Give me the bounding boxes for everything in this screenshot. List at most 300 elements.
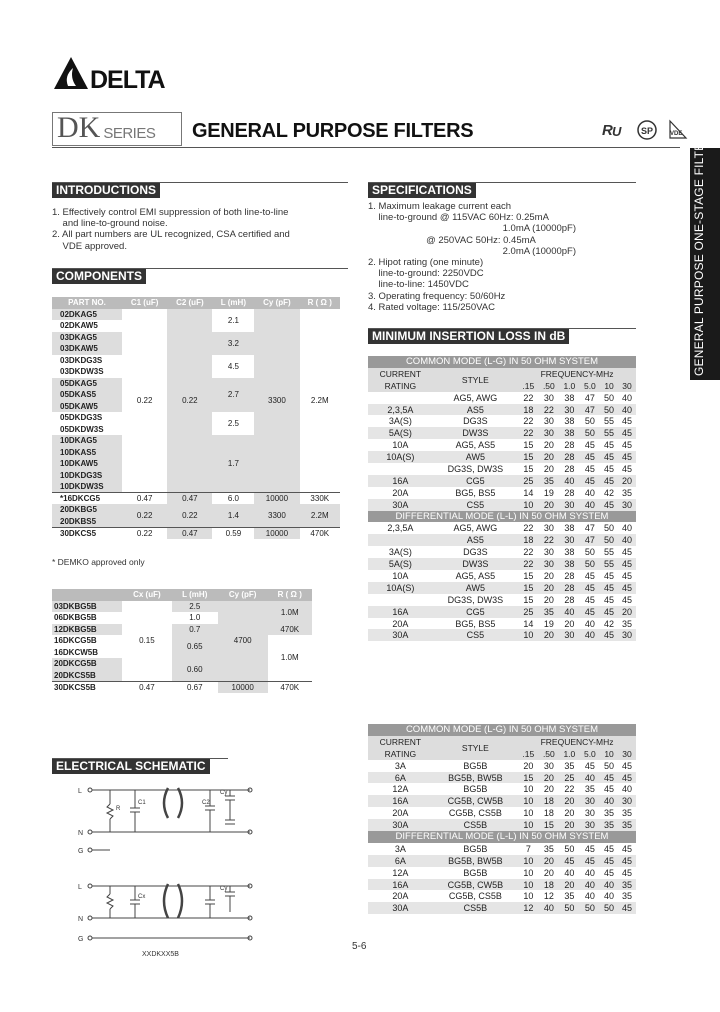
cy-value: 10000 xyxy=(254,493,299,505)
loss-value: 12 xyxy=(543,891,554,902)
current-rating: 30A xyxy=(368,499,433,511)
style: CG5B, CS5B xyxy=(448,891,502,902)
loss-value: 25 xyxy=(518,606,539,618)
loss-value: 45 xyxy=(559,855,580,867)
loss-value: 28 xyxy=(559,451,580,463)
col-l: L (mH) xyxy=(172,589,218,601)
loss-value: 28 xyxy=(564,487,575,498)
col-style: STYLE xyxy=(433,368,518,392)
loss-value: 22 xyxy=(523,416,534,427)
part-no: 05DKDW3S xyxy=(60,424,104,434)
freq-header: 1.0 xyxy=(559,748,580,760)
loss-value: 10 xyxy=(523,867,534,878)
loss-value: 28 xyxy=(564,463,575,474)
l-value: 4.5 xyxy=(212,355,254,378)
data-row xyxy=(368,606,636,618)
current-rating: 16A xyxy=(368,475,433,487)
loss-value: 20 xyxy=(543,440,554,451)
part-no: 10DKAG5 xyxy=(60,436,97,446)
loss-value: 30 xyxy=(543,547,554,558)
style: AS5 xyxy=(433,404,518,416)
insertion-loss-header: MINIMUM INSERTION LOSS IN dB xyxy=(368,329,569,344)
loss-value: 50 xyxy=(604,760,615,771)
loss-value: 45 xyxy=(604,843,615,854)
loss-value: 50 xyxy=(564,843,575,854)
loss-value: 50 xyxy=(584,547,595,558)
loss-value: 42 xyxy=(604,487,615,498)
delta-triangle-icon xyxy=(52,54,90,92)
current-rating: 5A(S) xyxy=(368,558,433,570)
data-row xyxy=(368,795,636,807)
part-no: 30DKCS5B xyxy=(54,682,96,692)
col-rating: RATING xyxy=(368,380,433,392)
freq-header: .50 xyxy=(539,380,560,392)
loss-value: 45 xyxy=(621,570,632,581)
data-row xyxy=(368,558,636,570)
loss-value: 10 xyxy=(518,855,539,867)
l-value: 6.0 xyxy=(227,494,239,503)
data-row xyxy=(368,499,636,511)
svg-text:R: R xyxy=(602,122,613,139)
style: CG5B, CS5B xyxy=(448,808,502,819)
components-header: COMPONENTS xyxy=(52,269,146,284)
label-g: G xyxy=(78,936,84,943)
col-current: CURRENT xyxy=(368,368,433,380)
loss-value: 10 xyxy=(518,819,539,831)
page-title: GENERAL PURPOSE FILTERS xyxy=(192,120,474,142)
l-value: 0.7 xyxy=(189,624,201,634)
data-row xyxy=(368,451,636,463)
spec-line: 1.0mA (10000pF) xyxy=(368,223,577,235)
part-no: 05DKDG3S xyxy=(60,413,103,423)
loss-value: 45 xyxy=(604,440,615,451)
loss-value: 45 xyxy=(618,772,636,784)
loss-value: 28 xyxy=(564,440,575,451)
style: AS5 xyxy=(433,534,518,546)
part-no: 05DKAS5 xyxy=(60,390,97,400)
loss-value: 45 xyxy=(580,582,601,594)
loss-value: 50 xyxy=(580,902,601,914)
c1-value: 0.22 xyxy=(122,309,167,493)
loss-value: 40 xyxy=(580,772,601,784)
loss-value: 35 xyxy=(600,819,618,831)
loss-value: 50 xyxy=(559,902,580,914)
spec-line: 2. Hipot rating (one minute) xyxy=(368,257,484,269)
current-rating: 10A(S) xyxy=(368,582,433,594)
data-row xyxy=(368,902,636,914)
loss-value: 40 xyxy=(564,867,575,878)
svg-text:SP: SP xyxy=(641,126,654,136)
data-row xyxy=(368,618,636,630)
loss-value: 20 xyxy=(559,819,580,831)
loss-value: 30 xyxy=(539,558,560,570)
cy-value: 10000 xyxy=(218,681,268,693)
specifications-section xyxy=(368,182,636,198)
col-l: L (mH) xyxy=(212,297,254,309)
loss-value: 45 xyxy=(604,867,615,878)
loss-value: 20 xyxy=(523,760,534,771)
freq-header: 10 xyxy=(600,748,618,760)
c2-value: 0.22 xyxy=(167,309,212,493)
loss-value: 50 xyxy=(600,534,618,546)
components-table-1 xyxy=(52,297,340,539)
loss-value: 35 xyxy=(564,760,575,771)
loss-value: 55 xyxy=(600,558,618,570)
series-box xyxy=(52,112,182,146)
loss-value: 40 xyxy=(584,891,595,902)
loss-value: 30 xyxy=(543,523,554,534)
l-value: 1.7 xyxy=(212,435,254,493)
loss-value: 15 xyxy=(523,463,534,474)
components-table-2 xyxy=(52,589,312,693)
col-c1: C1 (uF) xyxy=(122,297,167,309)
loss-value: 22 xyxy=(518,427,539,439)
loss-value: 40 xyxy=(621,392,632,403)
data-row xyxy=(368,439,636,451)
current-rating xyxy=(368,392,433,404)
col-part-no: PART NO. xyxy=(52,297,122,309)
loss-value: 45 xyxy=(600,451,618,463)
header-row xyxy=(368,736,636,748)
intro-line: VDE approved. xyxy=(52,240,127,252)
current-rating: 30A xyxy=(368,629,433,641)
style: AG5, AS5 xyxy=(455,440,496,451)
style: DW3S xyxy=(433,427,518,439)
loss-value: 40 xyxy=(600,795,618,807)
style: AG5, AWG xyxy=(453,523,498,534)
loss-value: 18 xyxy=(539,879,560,891)
style: BG5B xyxy=(463,784,488,795)
loss-value: 19 xyxy=(543,487,554,498)
freq-header: 10 xyxy=(600,380,618,392)
csa-icon xyxy=(638,121,656,139)
data-row xyxy=(368,463,636,475)
loss-value: 45 xyxy=(584,440,595,451)
l-value: 0.59 xyxy=(225,528,242,538)
current-rating: 30A xyxy=(368,819,433,831)
current-rating: 12A xyxy=(392,784,409,795)
data-row xyxy=(368,819,636,831)
data-row xyxy=(368,855,636,867)
loss-value: 20 xyxy=(539,772,560,784)
data-row xyxy=(368,415,636,427)
c1-value: 0.47 xyxy=(136,494,153,503)
loss-value: 50 xyxy=(600,902,618,914)
loss-value: 20 xyxy=(539,629,560,641)
loss-value: 30 xyxy=(618,629,636,641)
cy-value: 4700 xyxy=(218,601,268,682)
current-rating xyxy=(368,463,433,475)
svg-text:U: U xyxy=(612,124,622,139)
loss-value: 20 xyxy=(539,499,560,511)
style: CS5B xyxy=(433,902,518,914)
loss-value: 40 xyxy=(584,867,595,878)
loss-value: 45 xyxy=(618,427,636,439)
style: CS5B xyxy=(433,819,518,831)
col-frequency: FREQUENCY-MHz xyxy=(518,736,636,748)
part-no: 20DKCG5B xyxy=(54,659,97,669)
current-rating xyxy=(368,534,433,546)
label-g: G xyxy=(78,848,84,855)
loss-value: 15 xyxy=(518,582,539,594)
loss-value: 45 xyxy=(600,629,618,641)
loss-value: 50 xyxy=(580,427,601,439)
style: AG5, AS5 xyxy=(455,570,496,581)
loss-value: 35 xyxy=(539,475,560,487)
insertion-loss-table-2 xyxy=(368,724,636,914)
col-cy: Cy (pF) xyxy=(254,297,299,309)
loss-value: 38 xyxy=(564,392,575,403)
loss-value: 30 xyxy=(618,499,636,511)
loss-value: 10 xyxy=(518,795,539,807)
current-rating: 3A(S) xyxy=(388,416,412,427)
col-cx: Cx (uF) xyxy=(122,589,172,601)
label-cx: Cx xyxy=(138,894,146,900)
loss-value: 20 xyxy=(559,879,580,891)
loss-value: 45 xyxy=(618,451,636,463)
loss-value: 20 xyxy=(543,570,554,581)
data-row xyxy=(368,890,636,902)
r-value: 1.0M xyxy=(280,607,299,617)
insertion-loss-table-1 xyxy=(368,356,636,641)
loss-value: 40 xyxy=(618,534,636,546)
loss-value: 30 xyxy=(559,499,580,511)
loss-value: 30 xyxy=(543,392,554,403)
current-rating: 10A xyxy=(392,440,409,451)
loss-value: 38 xyxy=(564,416,575,427)
loss-value: 20 xyxy=(539,582,560,594)
data-row xyxy=(368,783,636,795)
cy-value: 3300 xyxy=(254,309,299,493)
loss-value: 50 xyxy=(600,404,618,416)
spec-line: 2.0mA (10000pF) xyxy=(368,245,577,257)
label-l: L xyxy=(78,884,82,891)
loss-value: 30 xyxy=(580,819,601,831)
part-no: 03DKDG3S xyxy=(60,355,103,365)
series-code: DK xyxy=(57,111,101,144)
part-no: 03DKAW5 xyxy=(60,344,98,354)
schematic-diagram-2 xyxy=(60,878,270,963)
loss-value: 45 xyxy=(618,582,636,594)
cy-value: 3300 xyxy=(268,510,286,520)
col-style: STYLE xyxy=(433,736,518,760)
l-value: 3.2 xyxy=(212,332,254,355)
r-value: 1.0M xyxy=(280,653,299,663)
style: BG5B xyxy=(463,867,488,878)
loss-value: 20 xyxy=(539,855,560,867)
loss-value: 35 xyxy=(539,606,560,618)
loss-value: 7 xyxy=(525,843,531,854)
page-number: 5-6 xyxy=(352,941,367,952)
schematic-section xyxy=(52,758,228,774)
loss-value: 40 xyxy=(559,475,580,487)
loss-value: 47 xyxy=(584,392,595,403)
loss-value: 47 xyxy=(584,523,595,534)
loss-value: 28 xyxy=(564,570,575,581)
l-value: 0.60 xyxy=(186,664,203,674)
loss-value: 45 xyxy=(580,451,601,463)
data-row xyxy=(368,807,636,819)
col-part-no xyxy=(52,589,122,601)
loss-value: 15 xyxy=(523,594,534,605)
loss-value: 18 xyxy=(518,534,539,546)
specifications-header: SPECIFICATIONS xyxy=(368,183,476,198)
loss-value: 35 xyxy=(618,819,636,831)
cx-value: 0.47 xyxy=(139,682,155,692)
freq-header: .50 xyxy=(539,748,560,760)
loss-value: 45 xyxy=(600,855,618,867)
loss-value: 45 xyxy=(621,440,632,451)
current-rating: 6A xyxy=(368,855,433,867)
loss-value: 10 xyxy=(518,499,539,511)
loss-value: 35 xyxy=(564,891,575,902)
style: BG5B xyxy=(463,760,488,771)
data-row xyxy=(368,570,636,582)
freq-header: 1.0 xyxy=(559,380,580,392)
loss-value: 40 xyxy=(559,606,580,618)
loss-value: 45 xyxy=(604,594,615,605)
spec-line: 3. Operating frequency: 50/60Hz xyxy=(368,290,506,302)
loss-value: 15 xyxy=(523,570,534,581)
part-no: 02DKAW5 xyxy=(60,321,98,331)
style: CG5B, CW5B xyxy=(433,795,518,807)
loss-value: 20 xyxy=(564,618,575,629)
col-rating: RATING xyxy=(368,748,433,760)
data-row xyxy=(368,427,636,439)
loss-value: 30 xyxy=(559,534,580,546)
current-rating: 16A xyxy=(368,606,433,618)
part-no: 10DKDW3S xyxy=(60,482,104,491)
loss-value: 15 xyxy=(539,819,560,831)
loss-value: 38 xyxy=(564,523,575,534)
l-value: 0.65 xyxy=(172,635,218,658)
current-rating xyxy=(368,594,433,606)
loss-value: 30 xyxy=(559,629,580,641)
l-value: 1.0 xyxy=(189,613,201,623)
data-row xyxy=(368,879,636,891)
part-no: 10DKDG3S xyxy=(60,470,103,480)
loss-value: 45 xyxy=(600,499,618,511)
data-row xyxy=(368,867,636,879)
intro-line: and line-to-ground noise. xyxy=(52,218,168,230)
loss-value: 45 xyxy=(600,475,618,487)
l-value: 0.67 xyxy=(186,682,203,692)
part-no: 03DKBG5B xyxy=(54,601,97,611)
loss-value: 20 xyxy=(618,606,636,618)
data-row xyxy=(368,629,636,641)
loss-value: 20 xyxy=(559,795,580,807)
loss-value: 45 xyxy=(621,416,632,427)
current-rating: 16A xyxy=(368,879,433,891)
freq-header: 5.0 xyxy=(580,748,601,760)
current-rating: 20A xyxy=(392,891,409,902)
loss-value: 15 xyxy=(518,772,539,784)
intro-line: 1. Effectively control EMI suppression of both line-to-line xyxy=(52,207,289,218)
title-divider xyxy=(52,147,680,148)
l-value: 2.5 xyxy=(212,412,254,435)
loss-value: 22 xyxy=(523,523,534,534)
data-row xyxy=(368,546,636,558)
style: BG5, BS5 xyxy=(455,618,496,629)
loss-value: 22 xyxy=(564,784,575,795)
loss-value: 25 xyxy=(518,475,539,487)
loss-value: 45 xyxy=(618,902,636,914)
loss-value: 45 xyxy=(604,570,615,581)
loss-value: 35 xyxy=(621,487,632,498)
loss-value: 45 xyxy=(604,463,615,474)
data-row xyxy=(368,843,636,855)
current-rating: 3A xyxy=(394,760,406,771)
loss-value: 45 xyxy=(584,570,595,581)
introductions-header: INTRODUCTIONS xyxy=(52,183,160,198)
data-row xyxy=(368,392,636,404)
certification-marks xyxy=(600,118,690,142)
loss-value: 22 xyxy=(523,392,534,403)
part-no: 12DKBG5B xyxy=(54,624,97,634)
loss-value: 45 xyxy=(604,784,615,795)
loss-value: 35 xyxy=(618,879,636,891)
current-rating: 6A xyxy=(368,772,433,784)
style: DG3S, DW3S xyxy=(447,594,504,605)
part-no: 03DKAG5 xyxy=(60,332,97,342)
label-cy: Cy xyxy=(220,886,228,892)
loss-value: 45 xyxy=(600,606,618,618)
r-value: 2.2M xyxy=(310,510,329,520)
vde-icon xyxy=(670,121,686,138)
style: CS5 xyxy=(433,629,518,641)
series-label: SERIES xyxy=(103,125,156,142)
part-no: 05DKAG5 xyxy=(60,378,97,388)
label-cy: Cy xyxy=(220,790,228,796)
freq-header: 30 xyxy=(618,748,636,760)
loss-value: 14 xyxy=(523,618,534,629)
label-n: N xyxy=(78,830,84,837)
data-row xyxy=(368,475,636,487)
header-row xyxy=(368,368,636,380)
part-no: 03DKDW3S xyxy=(60,367,104,377)
freq-header: 5.0 xyxy=(580,380,601,392)
freq-header: .15 xyxy=(518,380,539,392)
loss-value: 20 xyxy=(543,867,554,878)
loss-value: 40 xyxy=(600,879,618,891)
part-no: 20DKBG5 xyxy=(60,505,97,515)
loss-value: 18 xyxy=(543,808,554,819)
insertion-loss-section xyxy=(368,328,636,344)
r-value: 2.2M xyxy=(300,309,340,493)
loss-value: 38 xyxy=(559,427,580,439)
c1-value: 0.22 xyxy=(136,528,153,538)
loss-value: 40 xyxy=(584,487,595,498)
loss-value: 38 xyxy=(559,558,580,570)
mode-band: COMMON MODE (L-G) IN 50 OHM SYSTEM xyxy=(368,724,636,736)
loss-value: 45 xyxy=(600,772,618,784)
introductions-section xyxy=(52,182,348,198)
current-rating: 20A xyxy=(392,487,409,498)
loss-value: 47 xyxy=(580,404,601,416)
ul-recognized-icon xyxy=(602,122,622,139)
loss-value: 30 xyxy=(618,795,636,807)
loss-value: 15 xyxy=(523,440,534,451)
r-value: 470K xyxy=(280,624,300,634)
style: AG5, AWG xyxy=(453,392,498,403)
style: CS5 xyxy=(433,499,518,511)
style: BG5B, BW5B xyxy=(433,855,518,867)
loss-value: 20 xyxy=(543,594,554,605)
data-row xyxy=(368,594,636,606)
data-row xyxy=(368,760,636,772)
loss-value: 35 xyxy=(543,843,554,854)
style: BG5B xyxy=(463,843,488,854)
